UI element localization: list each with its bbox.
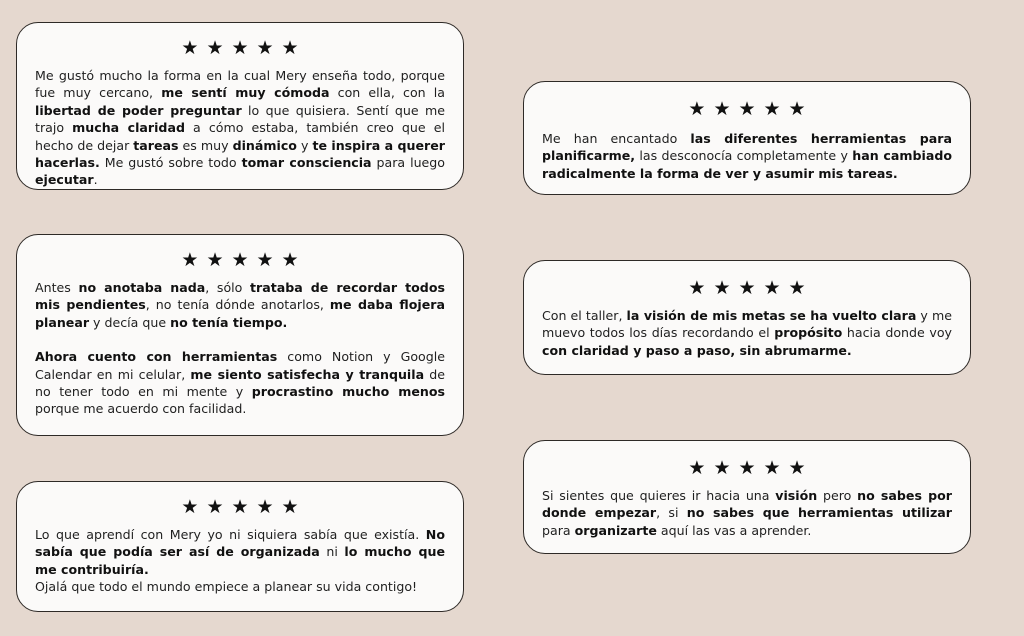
text-run: y decía que	[89, 314, 171, 330]
emphasis-text: te inspira a querer hacerlas.	[35, 137, 445, 171]
testimonial-text	[542, 130, 952, 182]
emphasis-text: me siento satisfecha y tranquila	[190, 366, 425, 382]
testimonial-card-4	[523, 81, 971, 195]
text-run: como Notion y Google Calendar en mi celular,	[35, 349, 445, 382]
text-run: para	[542, 522, 575, 538]
emphasis-text: ejecutar	[35, 172, 94, 188]
text-run: Antes	[35, 280, 79, 295]
emphasis-text: lo mucho que me contribuiría.	[35, 544, 445, 577]
testimonial-text	[542, 487, 952, 539]
text-run: hacia donde voy	[842, 325, 952, 341]
text-run: Me gustó sobre todo	[99, 155, 242, 171]
testimonial-text	[35, 67, 445, 189]
emphasis-text: procrastino mucho menos	[251, 384, 445, 400]
text-run: ni	[319, 544, 345, 560]
star-rating-icon: ★★★★★	[688, 98, 814, 120]
text-run: , no tenía dónde anotarlos,	[145, 297, 330, 313]
testimonial-text-2: Ojalá que todo el mundo empiece a planear su vida contigo!	[35, 579, 418, 595]
text-run: Si sientes que quieres ir hacia una	[542, 488, 776, 503]
testimonial-text-2	[35, 348, 445, 418]
emphasis-text: dinámico	[232, 137, 297, 153]
star-rating-icon: ★★★★★	[688, 457, 814, 479]
testimonial-text	[542, 307, 952, 359]
text-run: es muy	[178, 137, 233, 153]
text-run: , sólo	[205, 280, 250, 295]
emphasis-text: No sabía que podía ser así de organizada	[35, 527, 445, 560]
text-run: porque me acuerdo con facilidad.	[35, 401, 247, 417]
testimonial-text	[35, 279, 445, 331]
testimonial-card-6	[523, 440, 971, 554]
star-rating-icon: ★★★★★	[181, 249, 307, 271]
star-rating-icon: ★★★★★	[181, 37, 307, 59]
text-run: aquí las vas a aprender.	[656, 522, 812, 538]
emphasis-text: mucha claridad	[72, 120, 185, 136]
text-run: lo que quisiera. Sentí que me trajo	[35, 102, 445, 136]
text-run: Me gustó mucho la forma en la cual Mery enseña todo, porque fue muy cercano,	[35, 68, 445, 101]
emphasis-text: me sentí muy cómoda	[161, 85, 330, 101]
star-rating-icon: ★★★★★	[688, 277, 814, 299]
text-run: con ella, con la	[329, 85, 446, 101]
testimonial-card-1	[16, 22, 464, 190]
emphasis-text: la visión de mis metas se ha vuelto clara	[626, 308, 917, 323]
emphasis-text: no sabes que herramientas utilizar	[686, 505, 952, 521]
emphasis-text: trataba de recordar todos mis pendientes	[35, 280, 445, 313]
text-run: Lo que aprendí con Mery yo ni siquiera sabía que existía.	[35, 527, 426, 542]
text-run: .	[93, 172, 98, 188]
text-run: y me muevo todos los días recordando el	[542, 308, 952, 341]
emphasis-text: no sabes por donde empezar	[542, 488, 952, 521]
emphasis-text: tomar consciencia	[241, 155, 372, 171]
emphasis-text: organizarte	[574, 522, 657, 538]
text-run: Me han encantado	[542, 131, 691, 146]
testimonial-card-2	[16, 234, 464, 436]
testimonial-text	[35, 526, 445, 578]
text-run: , si	[656, 505, 687, 521]
text-run: pero	[817, 488, 858, 503]
text-run: y	[296, 137, 313, 153]
star-rating-icon: ★★★★★	[181, 496, 307, 518]
emphasis-text: las diferentes herramientas para planificarme,	[542, 131, 952, 164]
text-run: de no tener todo en mi mente y	[35, 366, 445, 400]
emphasis-text: han cambiado radicalmente la forma de ver y asumir mis tareas.	[542, 148, 953, 181]
emphasis-text: libertad de poder preguntar	[35, 102, 242, 118]
emphasis-text: visión	[775, 488, 818, 503]
emphasis-text: tareas	[133, 137, 179, 153]
text-run: Con el taller,	[542, 308, 627, 323]
testimonial-card-5	[523, 260, 971, 375]
text-run: para luego	[371, 155, 445, 171]
emphasis-text: Ahora cuento con herramientas	[35, 349, 278, 365]
emphasis-text: no tenía tiempo.	[170, 314, 288, 330]
emphasis-text: me daba flojera planear	[35, 297, 445, 330]
text-run: a cómo estaba, también creo que el hecho de dejar	[35, 120, 445, 153]
emphasis-text: no anotaba nada	[78, 280, 206, 295]
emphasis-text: propósito	[774, 325, 843, 341]
emphasis-text: con claridad y paso a paso, sin abrumarme.	[542, 342, 852, 358]
text-run: las desconocía completamente y	[635, 148, 853, 164]
testimonial-card-3	[16, 481, 464, 612]
